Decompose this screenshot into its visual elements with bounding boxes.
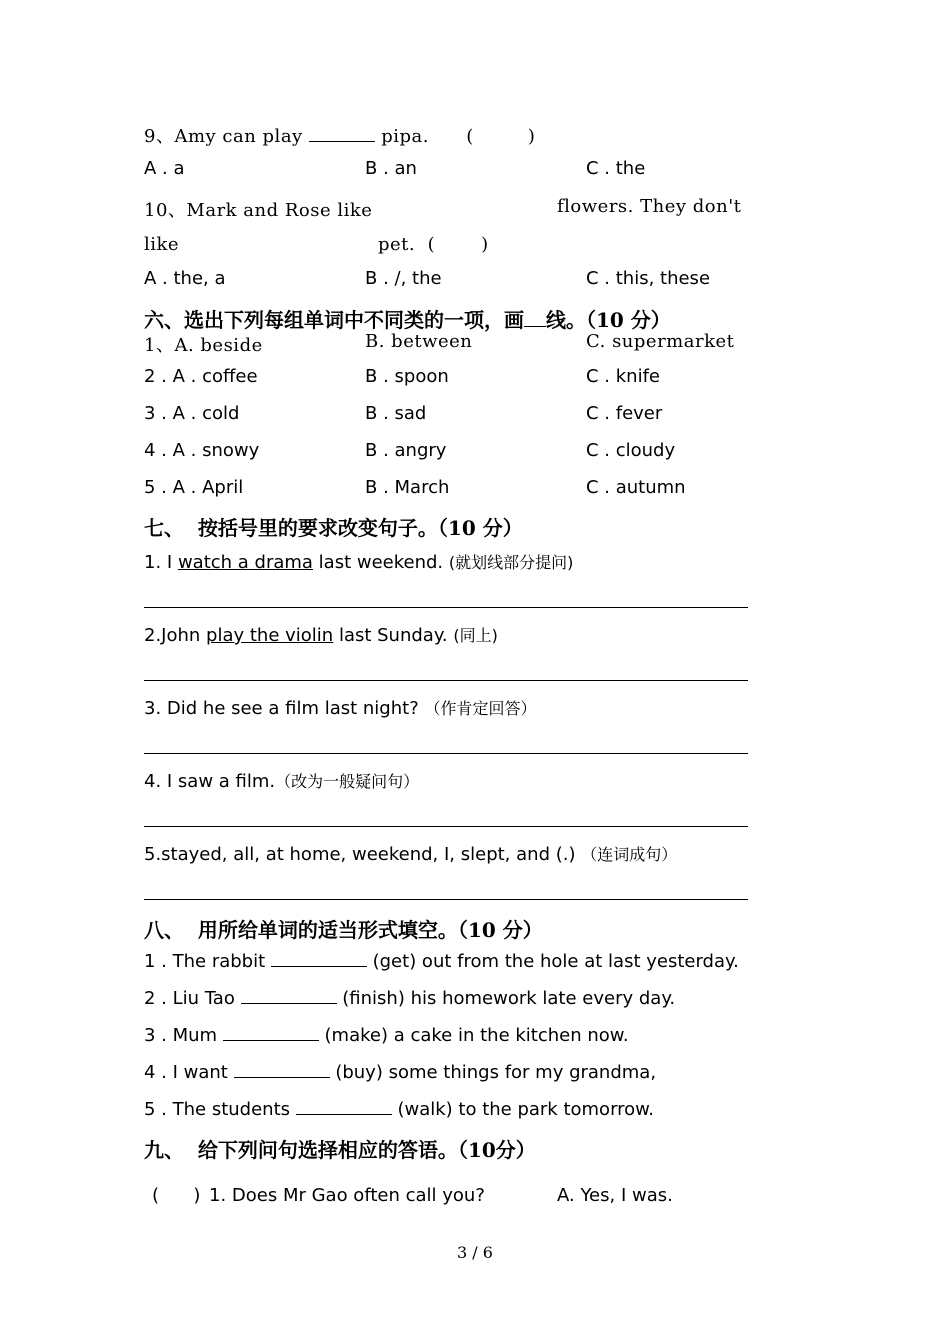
section-6-row-2-b: B . spoon [365,366,449,387]
question-9-blank[interactable] [309,140,375,142]
question-10-option-b: B . /, the [365,268,442,289]
section-6-row-1-b: B. between [365,331,473,352]
section-7-q2-before: 2.John [144,625,207,646]
section-7-q2-hint: (同上) [453,626,498,645]
section-8-item-5-before: 5 . The students [144,1099,296,1120]
section-7-q5-text: 5.stayed, all, at home, weekend, I, slept, and (.) [144,844,582,865]
section-7-q4-hint: （改为一般疑问句） [275,772,420,791]
section-8-item-2 [144,988,675,1009]
section-8-item-1-before: 1 . The rabbit [144,951,271,972]
question-9-number: 9、 [144,126,175,147]
section-8-item-4-before: 4 . I want [144,1062,234,1083]
section-9-title: 九、 给下列问句选择相应的答语。（10分） [144,1138,536,1162]
question-10-pet: pet. [378,234,416,255]
section-7-q3-text: 3. Did he see a film last night? [144,698,425,719]
section-6-row-4-c: C . cloudy [586,440,676,461]
section-7-q1-after: last weekend. [312,552,449,573]
fill-blank-2[interactable] [241,1002,337,1004]
section-8-item-5 [144,1099,654,1120]
answer-paren-close: ) [481,234,489,255]
section-6-row-4-a: 4 . A . snowy [144,440,260,461]
answer-paren-open: ( [466,126,474,147]
section-6-row-5-c: C . autumn [586,477,686,498]
question-10-line1-left: 10、Mark and Rose like [144,200,373,221]
section-7-q4 [144,769,419,792]
section-6-row-3-c: C . fever [586,403,663,424]
section-6-row-5-b: B . March [365,477,450,498]
answer-line-5[interactable] [144,899,748,900]
page-number: 3 / 6 [457,1243,493,1262]
section-6-row-4-b: B . angry [365,440,447,461]
section-7-q1 [144,550,573,573]
section-7-q5-hint: （连词成句） [581,845,678,864]
answer-line-4[interactable] [144,826,748,827]
fill-blank-3[interactable] [223,1039,319,1041]
section-8-title: 八、 用所给单词的适当形式填空。（10 分） [144,918,543,942]
section-7-q1-hint: (就划线部分提问) [448,553,574,572]
section-6-row-2-a: 2 . A . coffee [144,366,258,387]
section-8-item-5-after: (walk) to the park tomorrow. [391,1099,654,1120]
section-7-q3 [144,696,536,719]
question-10-line1-right: flowers. They don't [557,196,742,217]
answer-paren-close: ) [527,126,536,147]
section-8-item-2-before: 2 . Liu Tao [144,988,241,1009]
answer-line-2[interactable] [144,680,748,681]
section-7-q2 [144,623,498,646]
section-8-item-1 [144,951,739,972]
section-8-item-4-after: (buy) some things for my grandma, [329,1062,657,1083]
section-7-q2-underlined: play the violin [206,625,334,646]
section-6-row-1-c: C. supermarket [586,331,735,352]
question-9-text-after: pipa. [381,126,429,147]
fill-blank-1[interactable] [271,965,367,967]
question-9-text-before: Amy can play [174,126,303,147]
answer-line-1[interactable] [144,607,748,608]
question-9 [144,122,535,148]
section-7-title: 七、 按括号里的要求改变句子。（10 分） [144,516,523,540]
answer-paren-open: ( [427,234,436,255]
section-7-q5 [144,842,677,865]
section-8-item-3-after: (make) a cake in the kitchen now. [318,1025,629,1046]
section-6-row-1-a: 1、A. beside [144,335,263,356]
section-7-q1-before: 1. I [144,552,178,573]
section-6-row-2-c: C . knife [586,366,660,387]
section-8-item-4 [144,1062,656,1083]
fill-blank-4[interactable] [234,1076,330,1078]
section-6-underline-blank [524,325,546,327]
question-9-option-b: B . an [365,158,417,179]
section-8-item-1-after: (get) out from the hole at last yesterday. [366,951,739,972]
section-6-title [144,304,671,333]
section-9-q1-paren[interactable]: ( ) [152,1185,201,1206]
question-10-option-c: C . this, these [586,268,711,289]
section-6-row-3-b: B . sad [365,403,427,424]
question-10-line2-right [378,234,489,255]
answer-line-3[interactable] [144,753,748,754]
section-7-q1-underlined: watch a drama [177,552,313,573]
question-9-option-c: C . the [586,158,646,179]
fill-blank-5[interactable] [296,1113,392,1115]
section-7-q3-hint: （作肯定回答） [424,699,537,718]
section-8-item-3 [144,1025,629,1046]
section-6-row-3-a: 3 . A . cold [144,403,240,424]
section-6-title-after: 线。（10 分） [546,308,671,332]
question-10-line2-left: like [144,234,180,255]
question-10-option-a: A . the, a [144,268,226,289]
section-6-row-5-a: 5 . A . April [144,477,244,498]
section-7-q2-after: last Sunday. [333,625,454,646]
section-6-title-before: 六、选出下列每组单词中不同类的一项，画 [144,308,524,332]
section-7-q4-text: 4. I saw a film. [144,771,276,792]
question-9-option-a: A . a [144,158,185,179]
section-9-q1-answer: A. Yes, I was. [557,1185,673,1206]
section-8-item-3-before: 3 . Mum [144,1025,223,1046]
section-9-q1-question: 1. Does Mr Gao often call you? [209,1185,485,1206]
section-8-item-2-after: (finish) his homework late every day. [336,988,676,1009]
